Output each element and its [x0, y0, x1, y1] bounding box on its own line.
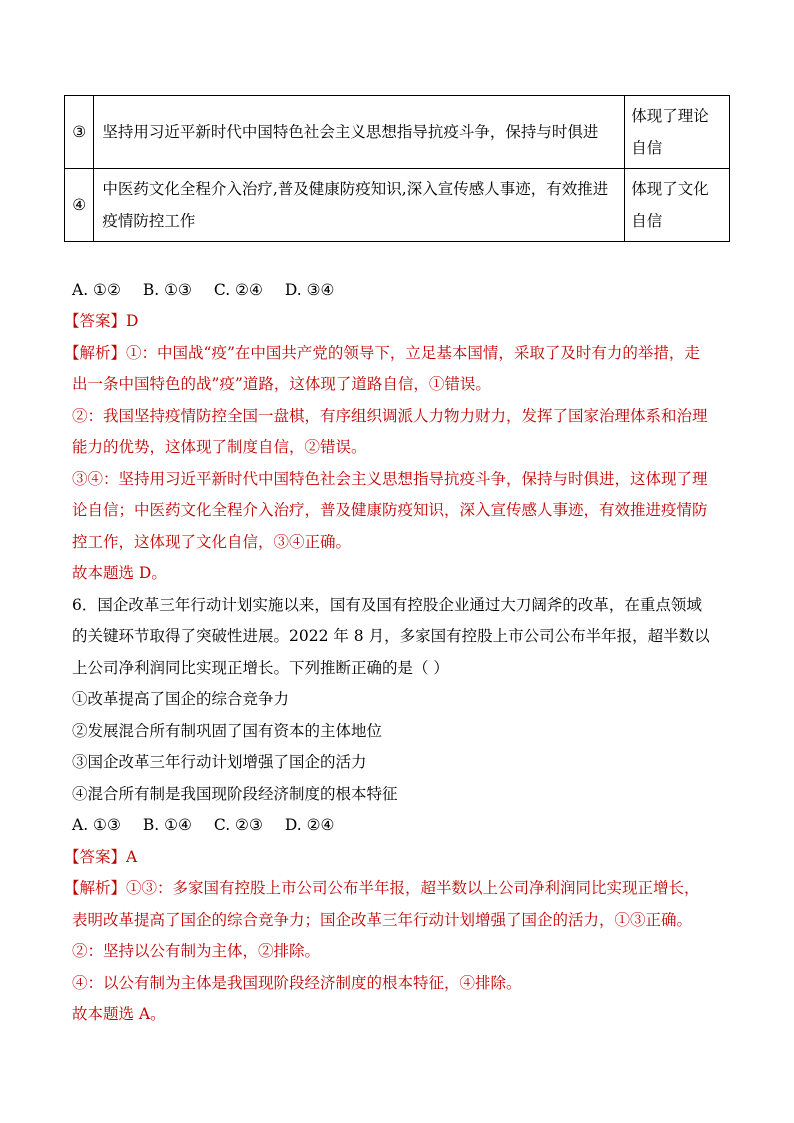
row-content: [94, 96, 625, 169]
row-content-line: 坚持用习近平新时代中国特色社会主义思想指导抗疫斗争，保持与时俱进: [102, 123, 599, 141]
q6-analysis-line: ④：以公有制为主体是我国现阶段经济制度的根本特征，④排除。: [72, 974, 522, 992]
q5-analysis-line: 控工作，这体现了文化自信，③④正确。: [72, 533, 352, 551]
answer-value: A: [126, 848, 138, 866]
q5-analysis-line: [64, 343, 700, 363]
q5-conclusion: 故本题选 D。: [72, 564, 167, 582]
option-b: B. ①③: [142, 281, 192, 299]
option-c: C. ②④: [213, 281, 263, 299]
q6-options: [72, 815, 356, 835]
option-d: D. ③④: [284, 281, 335, 299]
answer-tag: 【答案】: [64, 848, 127, 866]
q5-analysis-line: ②：我国坚持疫情防控全国一盘棋，有序组织调派人力物力财力，发挥了国家治理体系和治理: [72, 407, 708, 425]
q6-stem-line: 6．国企改革三年行动计划实施以来，国有及国有控股企业通过大刀阔斧的改革，在重点领域: [72, 596, 702, 614]
q5-analysis-line: 论自信；中医药文化全程介入治疗，普及健康防疫知识，深入宣传感人事迹，有效推进疫情防: [72, 501, 708, 519]
row-number: ④: [65, 169, 94, 242]
q6-answer: [64, 847, 137, 867]
row-number: ③: [65, 96, 94, 169]
option-b: B. ①④: [142, 816, 192, 834]
answer-tag: 【答案】: [64, 312, 127, 330]
analysis-tag: 【解析】: [64, 344, 127, 362]
q6-statement: ③国企改革三年行动计划增强了国企的活力: [72, 753, 367, 771]
q6-conclusion: 故本题选 A。: [72, 1005, 166, 1023]
row-result-line: 自信: [631, 212, 663, 230]
analysis-tag: 【解析】: [64, 879, 127, 897]
row-result: [625, 96, 730, 169]
option-a: A. ①③: [72, 816, 121, 834]
q5-answer: [64, 311, 138, 331]
row-result-line: 自信: [631, 139, 663, 157]
q6-analysis-line: ②：坚持以公有制为主体，②排除。: [72, 942, 321, 960]
analysis-text: ①③：多家国有控股上市公司公布半年报，超半数以上公司净利润同比实现正增长，: [126, 879, 700, 897]
q5-analysis-line: 出一条中国特色的战”疫”道路，这体现了道路自信，①错误。: [72, 375, 491, 393]
q5-analysis-line: ③④：坚持用习近平新时代中国特色社会主义思想指导抗疫斗争，保持与时俱进，这体现了理: [72, 470, 708, 488]
analysis-text: ①：中国战“疫”在中国共产党的领导下，立足基本国情，采取了及时有力的举措，走: [126, 344, 700, 362]
option-d: D. ②④: [284, 816, 335, 834]
table-row: [65, 169, 730, 242]
row-result-line: 体现了文化: [631, 180, 709, 198]
q5-options: [72, 280, 356, 300]
row-content-line: 中医药文化全程介入治疗,普及健康防疫知识,深入宣传感人事迹，有效推进: [102, 180, 609, 198]
row-result-line: 体现了理论: [631, 107, 709, 125]
answer-value: D: [126, 312, 139, 330]
q6-statement: ④混合所有制是我国现阶段经济制度的根本特征: [72, 785, 398, 803]
option-c: C. ②③: [213, 816, 263, 834]
q6-stem-line: 的关键环节取得了突破性进展。2022 年 8 月，多家国有控股上市公司公布半年报，超半数以: [72, 627, 710, 645]
option-a: A. ①②: [72, 281, 121, 299]
q6-analysis-line: 表明改革提高了国企的综合竞争力；国企改革三年行动计划增强了国企的活力，①③正确。: [72, 911, 693, 929]
row-result: [625, 169, 730, 242]
table-row: [65, 96, 730, 169]
row-content-line: 疫情防控工作: [102, 212, 196, 230]
q6-analysis-line: [64, 878, 700, 898]
row-content: [94, 169, 625, 242]
q6-statement: ①改革提高了国企的综合竞争力: [72, 690, 290, 708]
q6-statement: ②发展混合所有制巩固了国有资本的主体地位: [72, 722, 383, 740]
comparison-table: [64, 95, 730, 242]
q5-analysis-line: 能力的优势，这体现了制度自信，②错误。: [72, 438, 367, 456]
q6-stem-line: 上公司净利润同比实现正增长。下列推断正确的是（ ）: [72, 659, 449, 677]
